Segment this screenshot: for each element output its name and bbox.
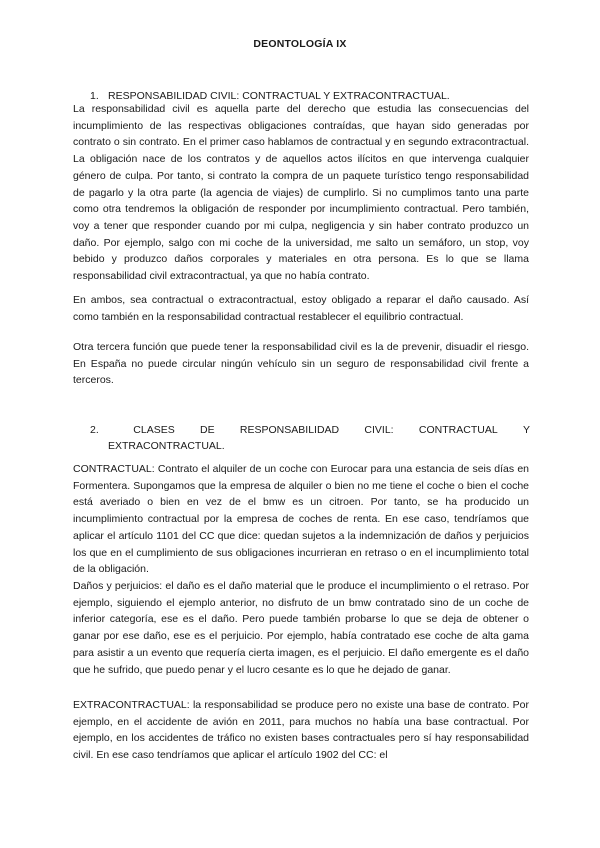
section-2-word: Y: [522, 424, 530, 436]
section-2-number: 2.: [90, 424, 99, 436]
section-2-heading: [90, 422, 530, 454]
paragraph-contractual: CONTRACTUAL: Contrato el alquiler de un coche con Eurocar para una estancia de seis días en Formentera. Supongamos que la empresa de alquiler o bien no me tiene el coche o bien el coche está averiado o bien en vez de el bmw es un citroen. Por tanto, se ha producido un incumplimiento contractual por la empresa de coches de renta. En ese caso, tendríamos que aplicar el artículo 1101 del CC que dice: quedan sujetos a la indemnización de daños y perjuicios los que en el cumplimiento de sus obligaciones incurrieran en retraso o en el incumplimiento total de la obligación.: [73, 463, 529, 576]
page-title: DEONTOLOGÍA IX: [253, 38, 347, 50]
section-2-word: DE: [200, 424, 215, 436]
paragraph-ambos: En ambos, sea contractual o extracontractual, estoy obligado a reparar el daño causado. Así como también en la responsabilidad contractual restablecer el equilibrio contractual.: [73, 294, 529, 323]
section-2-word: CONTRACTUAL: [418, 424, 498, 436]
section-2-word: RESPONSABILIDAD: [239, 424, 340, 436]
section-2-word: CLASES: [133, 424, 175, 436]
section-2-heading-line2: EXTRACONTRACTUAL.: [108, 440, 225, 452]
section-1-number: 1.: [90, 90, 99, 102]
paragraph-responsabilidad-civil: La responsabilidad civil es aquella parte del derecho que estudia las consecuencias del incumplimiento de las respectivas obligaciones contraídas, que hayan sido generadas por contrato o sin contrato. En el primer caso hablamos de contractual y en segundo extracontractual. La obligación nace de los contratos y de aquellos actos ilícitos en que intervenga cualquier género de culpa. Por tanto, si contrato la compra de un paquete turístico tengo responsabilidad de pagarlo y la otra parte (la agencia de viajes) de cumplirlo. Si no cumplimos tanto una parte como otra tendremos la obligación de responder por incumplimiento contractual. Pero también, voy a tener que responder cuando por mi culpa, negligencia y sin haber contrato produzco un daño. Por ejemplo, salgo con mi coche de la universidad, me salto un semáforo, un stop, voy bebido y produzco daños corporales y materiales en otra persona. Es lo que se llama responsabilidad civil extracontractual, ya que no había contrato.: [73, 103, 529, 283]
paragraph-danos-perjuicios: Daños y perjuicios: el daño es el daño material que le produce el incumplimiento o el retraso. Por ejemplo, siguiendo el ejemplo anterior, no disfruto de un bmw contratado sino de un coche de inferior categoría, ese es el daño. Pero puede también probarse lo que se deja de obtener o ganar por ese daño, ese es el perjuicio. Por ejemplo, había contratado ese coche de alta gama para asistir a un evento que requería cierta imagen, es el perjuicio. El daño emergente es el daño que he sufrido, que puedo penar y el lucro cesante es lo que he dejado de ganar.: [73, 580, 529, 676]
paragraph-tercera-funcion: Otra tercera función que puede tener la responsabilidad civil es la de prevenir, disuadir el riesgo. En España no puede circular ningún vehículo sin un seguro de responsabilidad civil frente a terceros.: [73, 341, 529, 387]
paragraph-extracontractual: EXTRACONTRACTUAL: la responsabilidad se produce pero no existe una base de contrato. Por ejemplo, en el accidente de avión en 2011, para muchos no había una base contractual. Por ejemplo, en los accidentes de tráfico no existen bases contractuales pero sí hay responsabilidad civil. En ese caso tendríamos que aplicar el artículo 1902 del CC: el: [73, 699, 529, 762]
section-2-word: CIVIL:: [364, 424, 394, 436]
section-1-heading-text: RESPONSABILIDAD CIVIL: CONTRACTUAL Y EXTRACONTRACTUAL.: [108, 90, 450, 102]
